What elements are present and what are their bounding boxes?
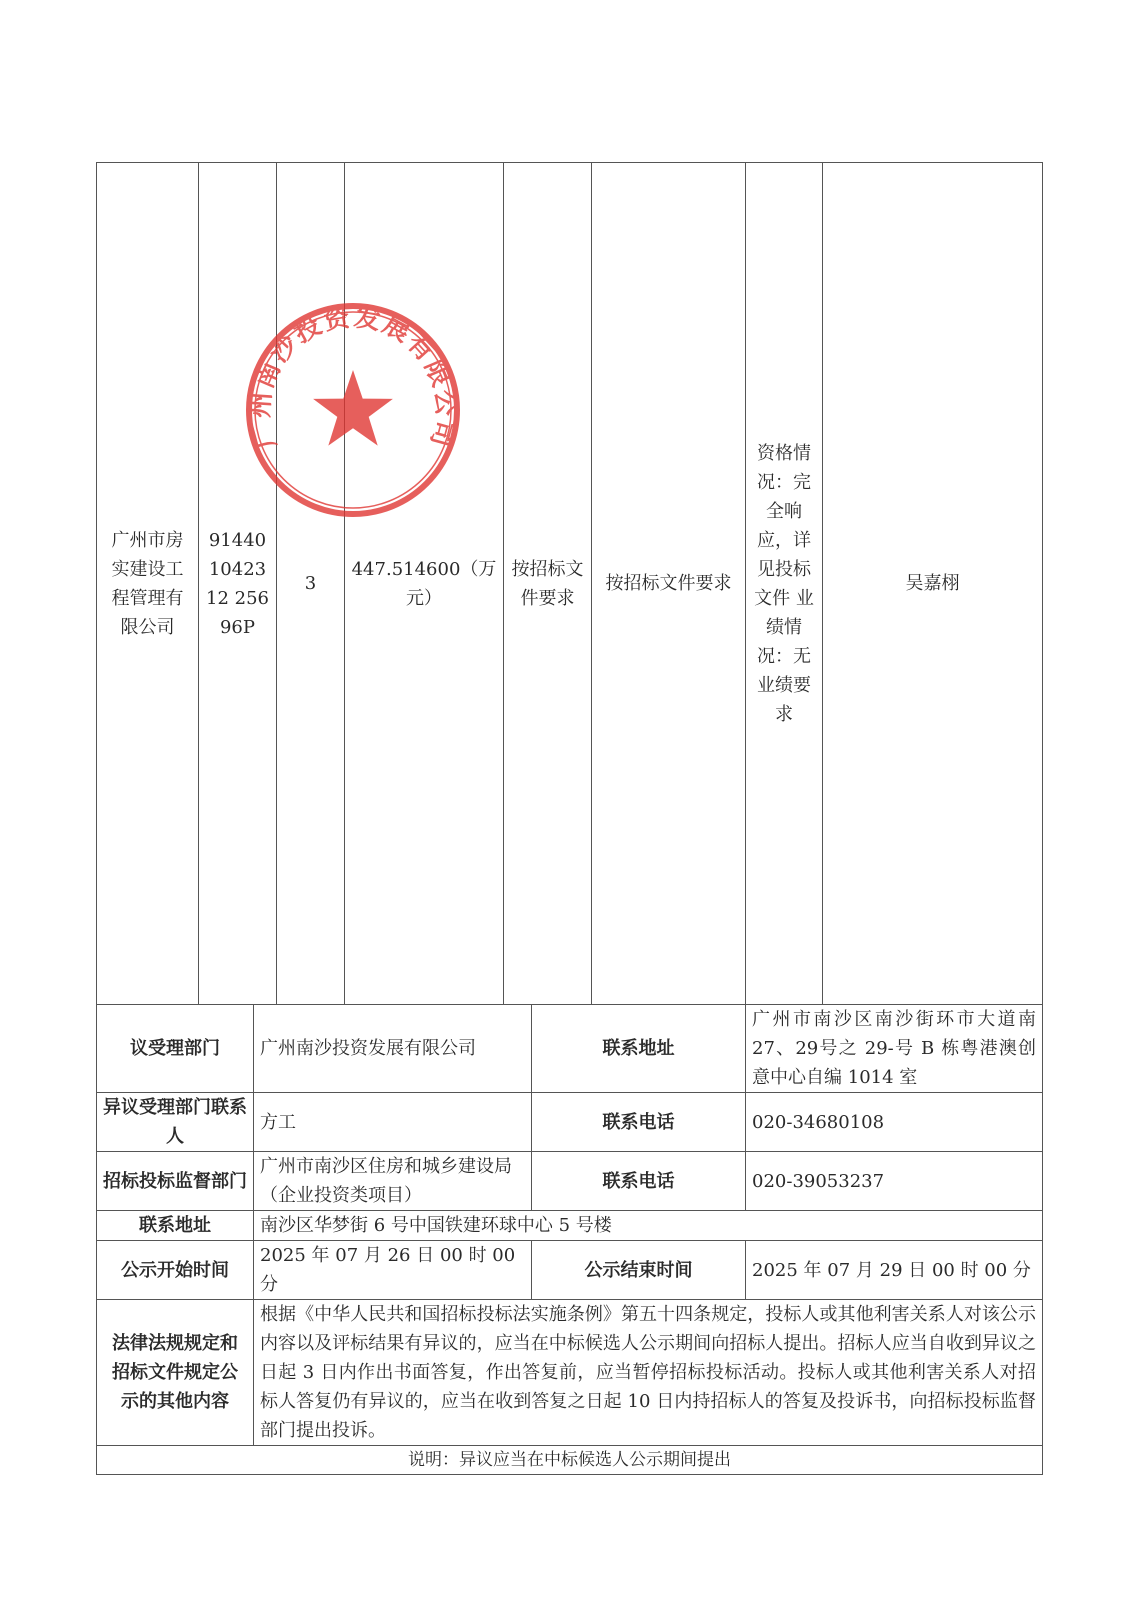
address-label: 联系地址: [97, 1211, 254, 1241]
supervision-label: 招标投标监督部门: [97, 1152, 254, 1211]
publicity-start-label: 公示开始时间: [97, 1241, 254, 1300]
requirement-2: 按招标文件要求: [592, 163, 746, 1005]
objection-contact-label: 异议受理部门联系人: [97, 1093, 254, 1152]
publicity-end-value: 2025 年 07 月 29 日 00 时 00 分: [746, 1241, 1043, 1300]
legal-text: 根据《中华人民共和国招标投标法实施条例》第五十四条规定，投标人或其他利害关系人对该公示内容以及评标结果有异议的，应当在中标候选人公示期间向招标人提出。招标人应当自收到异议之日起 3 日内作出书面答复，作出答复前，应当暂停招标投标活动。投标人或其他利害关系人对招标人答复仍有异议的，应当在收到答复之日起 10 日内持招标人的答复及投诉书，向招标投标监督部门提出投诉。: [254, 1300, 1043, 1446]
candidate-rank: 3: [277, 163, 345, 1005]
bid-price: 447.514600（万元）: [345, 163, 504, 1005]
credit-code: 914401042312 25696P: [199, 163, 277, 1005]
objection-dept-label: 议受理部门: [97, 1005, 254, 1093]
project-manager: 吴嘉栩: [823, 163, 1043, 1005]
objection-dept-value: 广州南沙投资发展有限公司: [254, 1005, 532, 1093]
supervision-row: [97, 1152, 1043, 1211]
seal-text: 广州南沙投资发展有限公司: [245, 302, 461, 452]
contact-address-label: 联系地址: [532, 1005, 746, 1093]
objection-contact-row: [97, 1093, 1043, 1152]
supervision-phone-label: 联系电话: [532, 1152, 746, 1211]
supervision-value: 广州市南沙区住房和城乡建设局（企业投资类项目）: [254, 1152, 532, 1211]
publicity-start-value: 2025 年 07 月 26 日 00 时 00 分: [254, 1241, 532, 1300]
objection-dept-row: [97, 1005, 1043, 1093]
contact-address-value: 广州市南沙区南沙街环市大道南 27、29号之 29-号 B 栋粤港澳创意中心自编 1014 室: [746, 1005, 1043, 1093]
candidate-row: [97, 163, 1043, 1005]
requirement-1: 按招标文件要求: [504, 163, 592, 1005]
contact-address-row: [97, 1211, 1043, 1241]
publicity-time-row: [97, 1241, 1043, 1300]
objection-contact-value: 方工: [254, 1093, 532, 1152]
objection-phone-label: 联系电话: [532, 1093, 746, 1152]
note-row: [97, 1446, 1043, 1475]
supervision-phone-value: 020-39053237: [746, 1152, 1043, 1211]
legal-label: 法律法规规定和招标文件规定公示的其他内容: [97, 1300, 254, 1446]
note-text: 说明：异议应当在中标候选人公示期间提出: [97, 1446, 1043, 1475]
address-value: 南沙区华梦街 6 号中国铁建环球中心 5 号楼: [254, 1211, 1043, 1241]
candidate-company: 广州市房实建设工程管理有限公司: [97, 163, 199, 1005]
objection-phone-value: 020-34680108: [746, 1093, 1043, 1152]
qualification-status: 资格情况：完全响应，详见投标文件 业绩情况：无业绩要求: [746, 163, 823, 1005]
candidate-publicity-table: [96, 162, 1043, 1475]
legal-row: [97, 1300, 1043, 1446]
publicity-end-label: 公示结束时间: [532, 1241, 746, 1300]
